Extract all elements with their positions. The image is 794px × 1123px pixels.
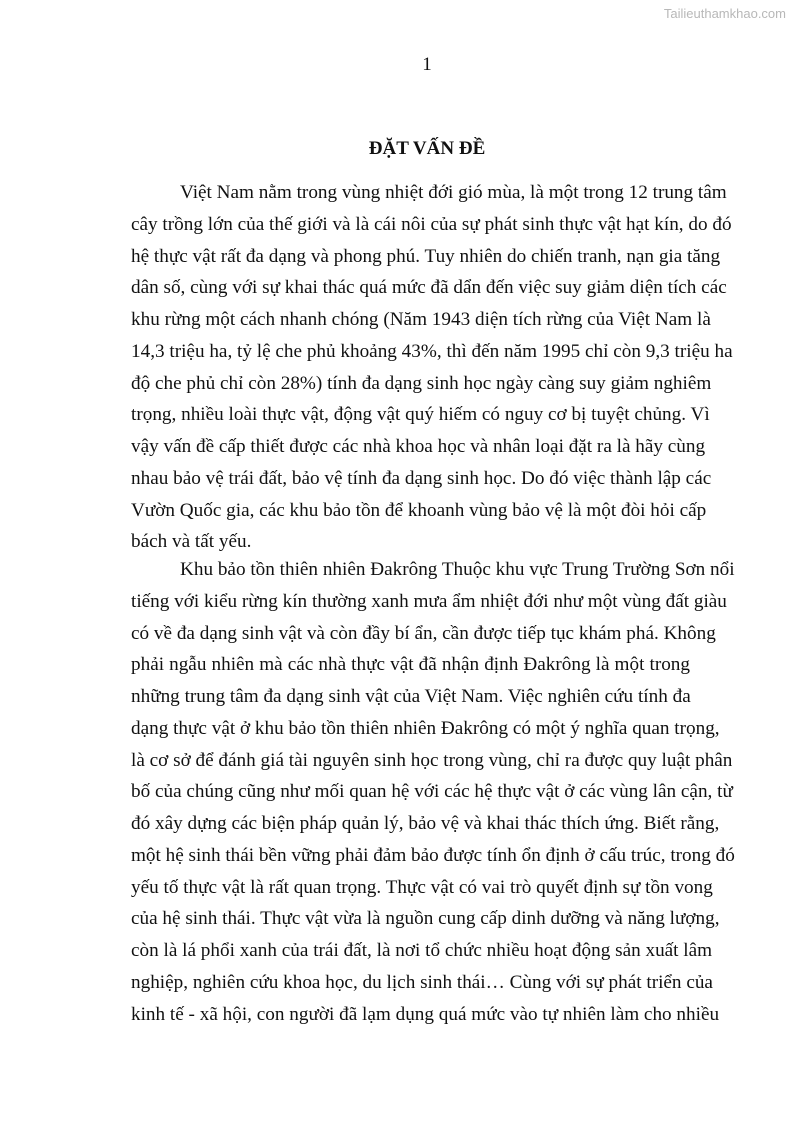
text-line: nghiệp, nghiên cứu khoa học, du lịch sinh thái… Cùng với sự phát triển của: [131, 971, 713, 993]
text-line: của hệ sinh thái. Thực vật vừa là nguồn cung cấp dinh dưỡng và năng lượng,: [131, 908, 720, 930]
text-line: Khu bảo tồn thiên nhiên Đakrông Thuộc khu vực Trung Trường Sơn nổi: [180, 559, 735, 580]
text-line: 14,3 triệu ha, tỷ lệ che phủ khoảng 43%, thì đến năm 1995 chỉ còn 9,3 triệu ha: [131, 340, 733, 362]
text-line: trọng, nhiều loài thực vật, động vật quý hiếm có nguy cơ bị tuyệt chủng. Vì: [131, 404, 710, 426]
text-line: đó xây dựng các biện pháp quản lý, bảo vệ và khai thác thích ứng. Biết rằng,: [131, 813, 720, 834]
page-number: 1: [422, 54, 432, 75]
text-line: những trung tâm đa dạng sinh vật của Việt Nam. Việc nghiên cứu tính đa: [131, 686, 691, 707]
watermark: Tailieuthamkhao.com: [663, 6, 786, 21]
section-title: ĐẶT VẤN ĐỀ: [368, 138, 486, 159]
text-line: dạng thực vật ở khu bảo tồn thiên nhiên Đakrông có một ý nghĩa quan trọng,: [131, 717, 720, 739]
text-line: độ che phủ chỉ còn 28%) tính đa dạng sinh học ngày càng suy giảm nghiêm: [131, 372, 712, 394]
paragraph: [131, 177, 733, 558]
text-line: bách và tất yếu.: [131, 531, 252, 553]
text-line: yếu tố thực vật là rất quan trọng. Thực vật có vai trò quyết định sự tồn vong: [131, 876, 713, 898]
text-line: hệ thực vật rất đa dạng và phong phú. Tuy nhiên do chiến tranh, nạn gia tăng: [131, 245, 721, 267]
text-line: còn là lá phổi xanh của trái đất, là nơi tổ chức nhiều hoạt động sản xuất lâm: [131, 940, 713, 961]
text-line: bố của chúng cũng như mối quan hệ với các hệ thực vật ở các vùng lân cận, từ: [131, 781, 733, 803]
text-line: Vườn Quốc gia, các khu bảo tồn để khoanh vùng bảo vệ là một đòi hỏi cấp: [131, 499, 707, 521]
document-body: [131, 177, 735, 1030]
text-line: khu rừng một cách nhanh chóng (Năm 1943 diện tích rừng của Việt Nam là: [131, 309, 711, 330]
paragraph: [131, 554, 735, 1030]
text-line: có về đa dạng sinh vật và còn đầy bí ẩn, cần được tiếp tục khám phá. Không: [131, 622, 716, 644]
text-line: phải ngẫu nhiên mà các nhà thực vật đã nhận định Đakrông là một trong: [131, 654, 690, 676]
text-line: cây trồng lớn của thế giới và là cái nôi của sự phát sinh thực vật hạt kín, do đó: [131, 213, 732, 235]
text-line: dân số, cùng với sự khai thác quá mức đã dẩn đến việc suy giảm diện tích các: [131, 277, 727, 299]
text-line: nhau bảo vệ trái đất, bảo vệ tính đa dạng sinh học. Do đó việc thành lập các: [131, 467, 712, 489]
text-line: vậy vấn đề cấp thiết được các nhà khoa học và nhân loại đặt ra là hãy cùng: [131, 436, 706, 457]
text-line: là cơ sở để đánh giá tài nguyên sinh học trong vùng, chỉ ra được quy luật phân: [131, 749, 733, 771]
text-line: Việt Nam nằm trong vùng nhiệt đới gió mùa, là một trong 12 trung tâm: [180, 182, 727, 203]
text-line: một hệ sinh thái bền vững phải đảm bảo được tính ổn định ở cấu trúc, trong đó: [131, 844, 735, 866]
text-line: kinh tế - xã hội, con người đã lạm dụng quá mức vào tự nhiên làm cho nhiều: [131, 1003, 720, 1025]
text-line: tiếng với kiểu rừng kín thường xanh mưa ẩm nhiệt đới như một vùng đất giàu: [131, 590, 727, 612]
